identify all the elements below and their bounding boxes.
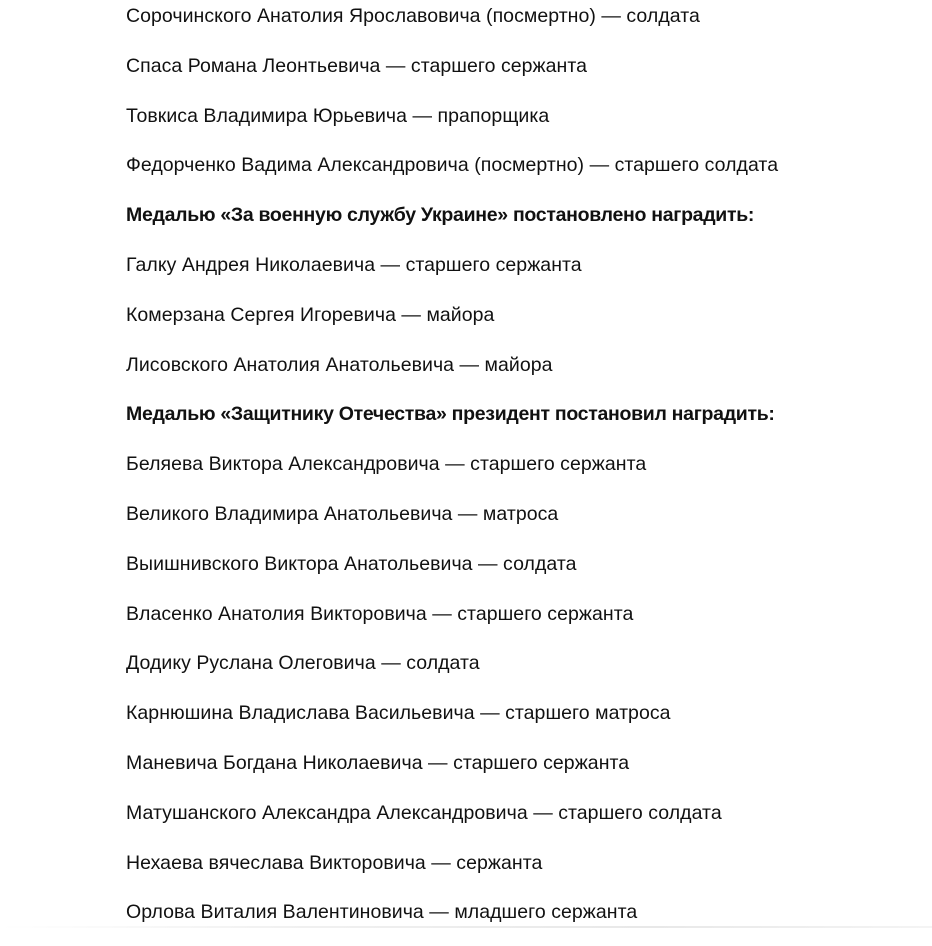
- award-recipient-line: Матушанского Александра Александровича — старшего солдата: [126, 801, 722, 824]
- award-recipient-line: Карнюшина Владислава Васильевича — старшего матроса: [126, 702, 671, 725]
- medal-section-heading: Медалью «За военную службу Украине» постановлено наградить:: [126, 204, 755, 227]
- award-recipient-line: Галку Андрея Николаевича — старшего сержанта: [126, 253, 582, 276]
- award-recipient-line: Нехаева вячеслава Викторовича — сержанта: [126, 851, 543, 874]
- award-recipient-line: Додику Руслана Олеговича — солдата: [126, 652, 480, 675]
- award-recipient-line: Комерзана Сергея Игоревича — майора: [126, 303, 495, 326]
- award-recipient-line: Великого Владимира Анатольевича — матроса: [126, 502, 559, 525]
- medal-section-heading: Медалью «Защитнику Отечества» президент постановил наградить:: [126, 403, 775, 426]
- award-recipient-line: Маневича Богдана Николаевича — старшего сержанта: [126, 751, 630, 774]
- award-recipient-line: Выишнивского Виктора Анатольевича — солдата: [126, 552, 577, 575]
- article-body: [126, 0, 906, 946]
- award-recipient-line: Беляева Виктора Александровича — старшего сержанта: [126, 453, 647, 476]
- award-recipient-line: Сорочинского Анатолия Ярославовича (посмертно) — солдата: [126, 5, 700, 27]
- award-recipient-line: Лисовского Анатолия Анатольевича — майора: [126, 353, 553, 376]
- award-recipient-line: Товкиса Владимира Юрьевича — прапорщика: [126, 104, 550, 127]
- award-recipient-line: Орлова Виталия Валентиновича — младшего сержанта: [126, 901, 638, 924]
- award-recipient-line: Спаса Романа Леонтьевича — старшего сержанта: [126, 54, 588, 77]
- award-recipient-line: Власенко Анатолия Викторовича — старшего сержанта: [126, 602, 634, 625]
- award-recipient-line: Федорченко Вадима Александровича (посмертно) — старшего солдата: [126, 154, 779, 177]
